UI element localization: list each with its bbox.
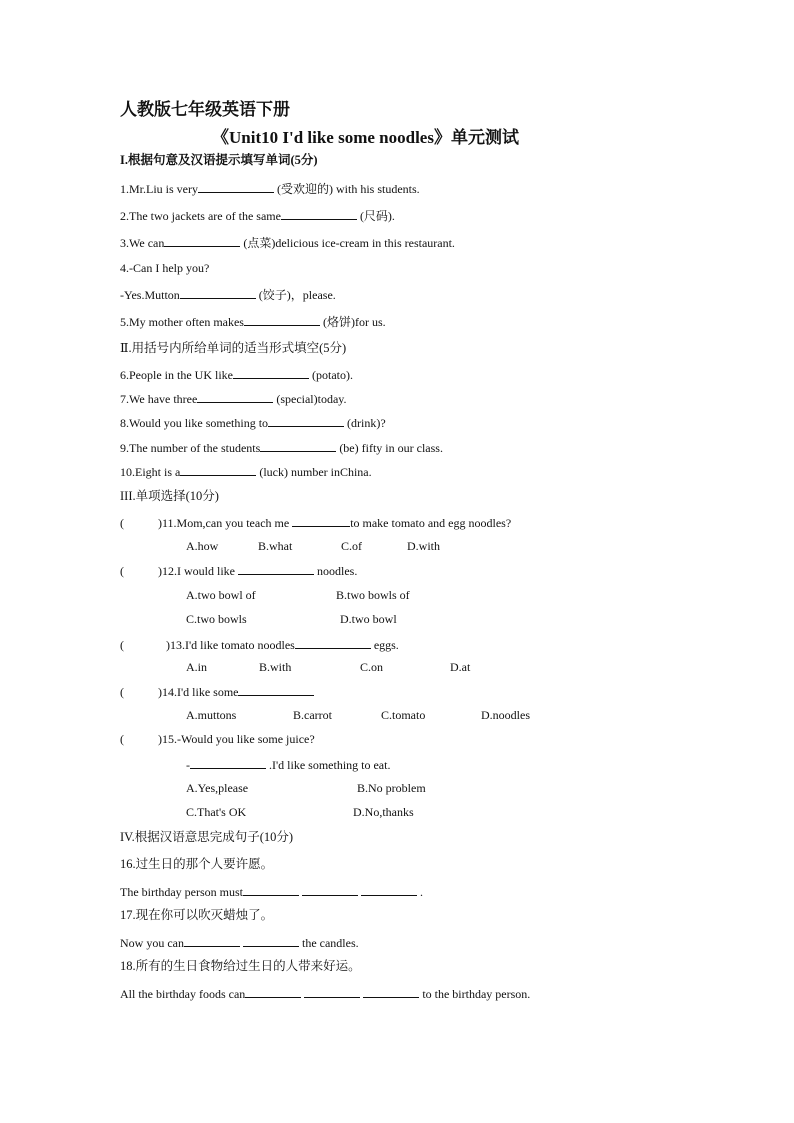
answer-paren-open[interactable]: ( [120,564,124,578]
answer-blank[interactable] [268,415,344,427]
question-18-text: All the birthday foods can [120,987,246,1001]
question-13 [120,637,399,652]
question-4-hint: (饺子)，please. [255,288,336,302]
question-3-text: 3.We can [120,236,165,250]
document-title-line2: 《Unit10 I'd like some noodles》单元测试 [212,128,519,147]
option-c: C.tomato [381,708,426,722]
answer-blank[interactable] [243,884,299,896]
option-c: C.That's OK [186,805,247,819]
answer-paren-close: ) [166,638,170,652]
option-c: C.two bowls [186,612,247,626]
question-16-text: The birthday person must [120,885,243,899]
answer-blank[interactable] [233,367,309,379]
question-9-text: 9.The number of the students [120,441,261,455]
question-12-text: 12.I would like [162,564,238,578]
question-16-text-end: . [416,885,423,899]
answer-blank[interactable] [244,314,320,326]
option-a: A.muttons [186,708,237,722]
answer-dash: - [186,758,190,772]
option-a: A.Yes,please [186,781,249,795]
answer-blank[interactable] [238,563,314,575]
question-2-hint: (尺码). [356,209,395,223]
question-9 [120,440,443,455]
answer-blank[interactable] [190,757,266,769]
question-12 [120,563,357,578]
question-10-hint: (luck) number inChina. [256,465,372,479]
question-4-text: -Yes.Mutton [120,288,180,302]
answer-blank[interactable] [245,986,301,998]
answer-paren-open[interactable]: ( [120,638,124,652]
answer-blank[interactable] [198,181,274,193]
question-8 [120,415,386,430]
section2-heading: Ⅱ.用括号内所给单词的适当形式填空(5分) [120,341,347,355]
question-1-text: 1.Mr.Liu is very [120,182,198,196]
option-b: B.carrot [293,708,332,722]
option-b: B.what [258,539,293,553]
section4-heading: IV.根据汉语意思完成句子(10分) [120,830,294,844]
question-17-text: Now you can [120,936,184,950]
question-4-prompt: 4.-Can I help you? [120,261,210,275]
answer-blank[interactable] [164,235,240,247]
question-2-text: 2.The two jackets are of the same [120,209,281,223]
answer-paren-open[interactable]: ( [120,732,124,746]
answer-blank[interactable] [281,208,357,220]
question-17 [120,935,359,950]
question-17-text-end: the candles. [298,936,359,950]
option-d: D.two bowl [340,612,397,626]
question-18-chinese: 18.所有的生日食物给过生日的人带来好运。 [120,959,361,973]
question-8-hint: (drink)? [344,416,386,430]
answer-paren-open[interactable]: ( [120,685,124,699]
question-10-text: 10.Eight is a [120,465,181,479]
answer-blank[interactable] [302,884,358,896]
question-1 [120,181,420,196]
question-11-text-end: to make tomato and egg noodles? [350,516,512,530]
question-2 [120,208,395,223]
answer-paren-close: ) [158,564,162,578]
question-10 [120,464,372,479]
option-a: A.in [186,660,207,674]
answer-blank[interactable] [180,464,256,476]
question-7 [120,391,347,406]
answer-paren-close: ) [158,685,162,699]
answer-paren-close: ) [158,516,162,530]
section1-heading: I.根据句意及汉语提示填写单词(5分) [120,153,318,167]
answer-blank[interactable] [304,986,360,998]
section3-heading: III.单项选择(10分) [120,489,219,503]
question-5-text: 5.My mother often makes [120,315,244,329]
option-d: D.with [407,539,440,553]
question-3-hint: (点菜)delicious ice-cream in this restaurant. [240,236,455,250]
question-4 [120,287,336,302]
option-d: D.No,thanks [353,805,414,819]
answer-blank[interactable] [295,637,371,649]
question-12-text-end: noodles. [314,564,358,578]
question-13-text: 13.I'd like tomato noodles [170,638,295,652]
answer-blank[interactable] [292,515,350,527]
answer-blank[interactable] [184,935,240,947]
question-5-hint: (烙饼)for us. [319,315,386,329]
question-3 [120,235,455,250]
question-15-text: 15.-Would you like some juice? [162,732,315,746]
option-c: C.of [341,539,362,553]
question-11-text: 11.Mom,can you teach me [162,516,293,530]
option-b: B.with [259,660,292,674]
answer-blank[interactable] [238,684,314,696]
option-a: A.two bowl of [186,588,256,602]
question-18-text-end: to the birthday person. [419,987,531,1001]
option-a: A.how [186,539,219,553]
answer-blank[interactable] [197,391,273,403]
option-c: C.on [360,660,384,674]
question-6-hint: (potato). [308,368,353,382]
question-1-hint: (受欢迎的) with his students. [274,182,420,196]
question-14 [120,684,314,699]
question-11 [120,515,511,530]
option-d: D.noodles [481,708,530,722]
question-16-chinese: 16.过生日的那个人要许愿。 [120,857,274,871]
option-d: D.at [450,660,471,674]
question-9-hint: (be) fifty in our class. [336,441,443,455]
question-16 [120,884,423,899]
question-13-text-end: eggs. [370,638,399,652]
option-b: B.two bowls of [336,588,410,602]
option-b: B.No problem [357,781,426,795]
question-7-hint: (special)today. [273,392,347,406]
question-18 [120,986,530,1001]
answer-blank[interactable] [180,287,256,299]
question-15-answer-line [186,757,390,772]
answer-paren-close: ) [158,732,162,746]
question-6 [120,367,353,382]
question-17-chinese: 17.现在你可以吹灭蜡烛了。 [120,908,274,922]
answer-blank[interactable] [363,986,419,998]
answer-blank[interactable] [260,440,336,452]
document-title-line1: 人教版七年级英语下册 [120,100,290,119]
question-15 [120,732,315,746]
answer-blank[interactable] [243,935,299,947]
question-6-text: 6.People in the UK like [120,368,233,382]
answer-paren-open[interactable]: ( [120,516,124,530]
question-8-text: 8.Would you like something to [120,416,269,430]
question-15-reply: .I'd like something to eat. [266,758,391,772]
question-7-text: 7.We have three [120,392,198,406]
answer-blank[interactable] [361,884,417,896]
question-14-text: 14.I'd like some [162,685,239,699]
question-5 [120,314,386,329]
